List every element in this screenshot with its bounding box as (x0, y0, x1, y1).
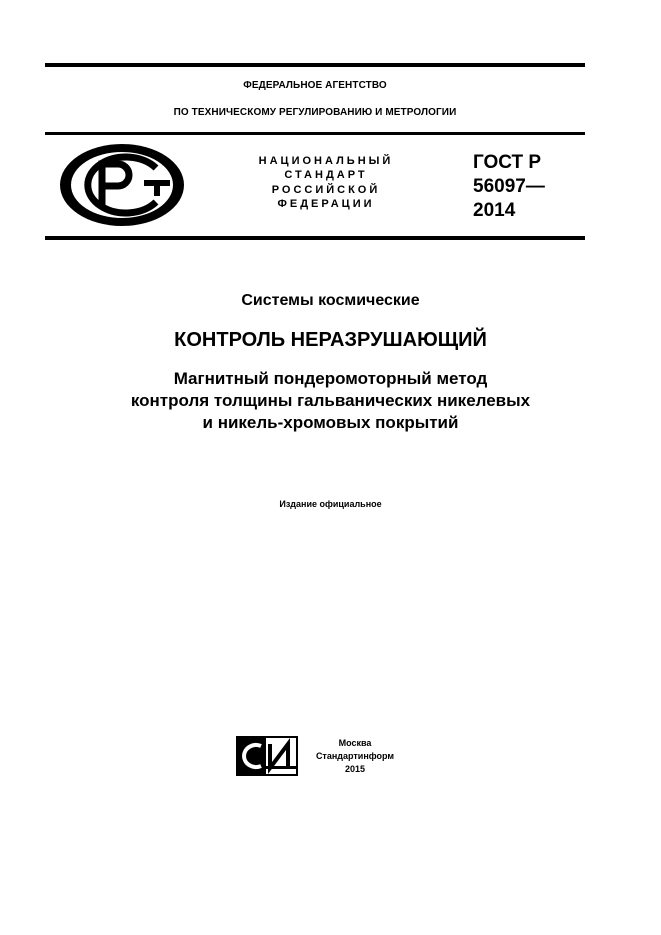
agency-line-1: ФЕДЕРАЛЬНОЕ АГЕНТСТВО (243, 80, 387, 91)
agency-line-2: ПО ТЕХНИЧЕСКОМУ РЕГУЛИРОВАНИЮ И МЕТРОЛОГИИ (173, 107, 457, 118)
standard-line-3: РОССИЙСКОЙ (271, 184, 381, 196)
title-systems: Системы космические (241, 292, 420, 309)
title-subtitle (0, 368, 661, 434)
publisher-name: Стандартинформ (315, 751, 395, 761)
publisher-year: 2015 (344, 764, 366, 774)
standard-line-2: СТАНДАРТ (284, 169, 368, 181)
title-main: КОНТРОЛЬ НЕРАЗРУШАЮЩИЙ (174, 329, 487, 351)
standard-line-4: ФЕДЕРАЦИИ (277, 198, 375, 210)
top-rule (45, 63, 585, 67)
standard-line-1: НАЦИОНАЛЬНЫЙ (258, 155, 394, 167)
subtitle-line-3: и никель-хромовых покрытий (202, 413, 459, 432)
publisher-block (300, 737, 410, 776)
subtitle-line-2: контроля толщины гальванических никелевых (130, 391, 531, 410)
standartinform-logo-icon (236, 736, 298, 776)
rst-logo-icon (58, 142, 186, 228)
standard-rule (45, 236, 585, 240)
subtitle-line-1: Магнитный пондеромоторный метод (173, 369, 488, 388)
gost-line-2: 56097— (473, 176, 545, 197)
header-rule (45, 132, 585, 135)
gost-line-1: ГОСТ Р (473, 152, 542, 173)
gost-designation (473, 151, 545, 223)
gost-line-3: 2014 (473, 200, 516, 221)
publisher-city: Москва (338, 738, 372, 748)
edition-label: Издание официальное (279, 499, 382, 509)
